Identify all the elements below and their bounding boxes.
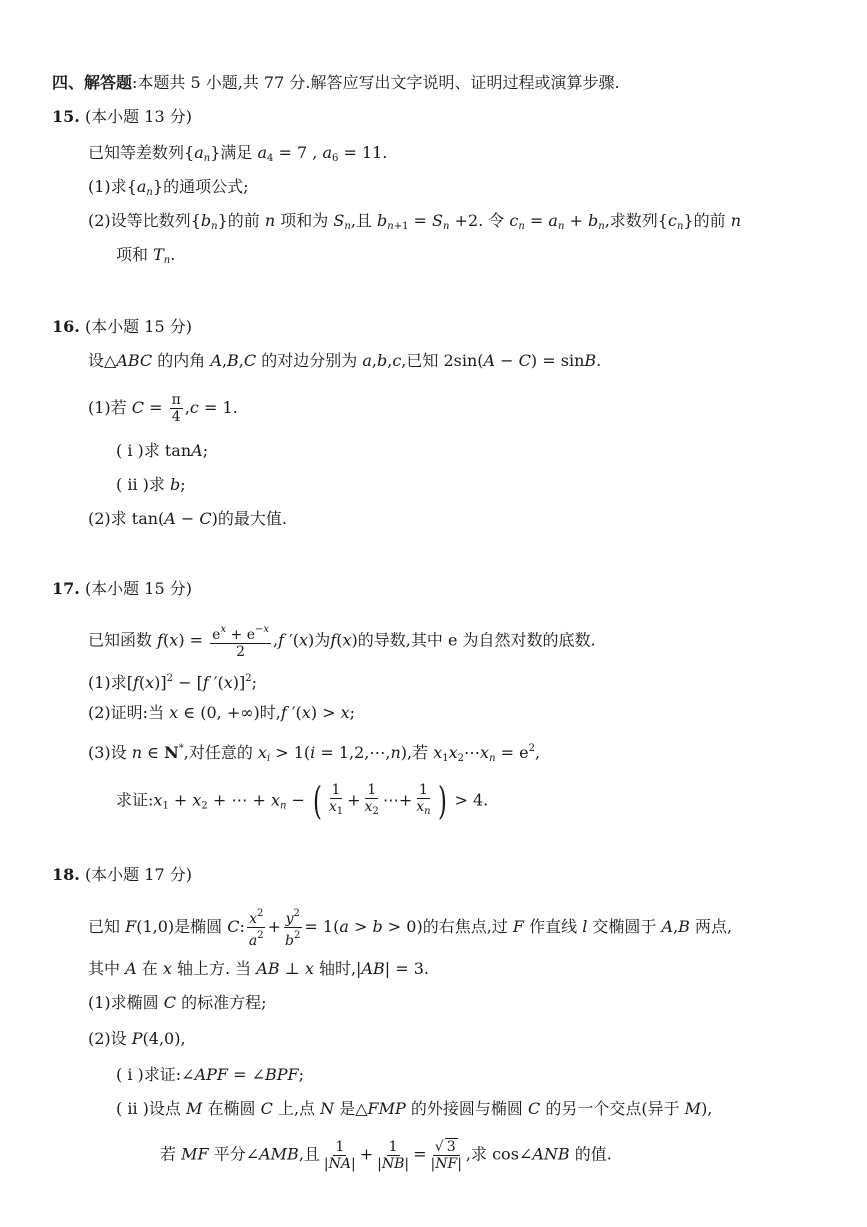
question-label: (2) <box>88 211 111 230</box>
subquestion-label: ( ⅱ ) <box>116 1099 149 1118</box>
fraction: $\frac{\pi}{4}$ <box>171 392 181 425</box>
question-text: ,若 <box>407 743 429 762</box>
problem-16-q2: (2)求 tan(A − C)的最大值. <box>88 509 288 528</box>
question-label: (3) <box>88 743 111 762</box>
problem-16-stem: 设△ABC 的内角 A,B,C 的对边分别为 a,b,c,已知 2sin(A − C) = sinB. <box>88 351 602 370</box>
question-text: 求证: <box>143 1065 182 1084</box>
subquestion-label: ( ⅰ ) <box>116 441 144 460</box>
stem-text: 的内角 <box>157 351 206 370</box>
problem-17-q2: (2)证明:当 x ∈ (0, +∞)时,f ′(x) > x; <box>88 703 356 722</box>
question-text: 求证: <box>116 790 154 810</box>
question-text: 在椭圆 <box>207 1099 256 1118</box>
question-text: ,求数列 <box>604 211 658 230</box>
question-text: 的标准方程; <box>181 993 267 1012</box>
fraction: $\frac{1}{x_n}$ <box>416 782 431 817</box>
problem-17-q1: (1)求$[f(x)]^2 - [f$ ′(x)]$^2$; <box>88 673 257 692</box>
question-label: (2) <box>88 703 111 722</box>
question-text: 的通项公式; <box>163 177 249 196</box>
problem-18-title <box>52 864 192 886</box>
question-text: 求 <box>110 673 127 692</box>
problem-points: (本小题 15 分) <box>84 579 192 598</box>
problem-18-q2-i: ( ⅰ )求证:∠APF = ∠BPF; <box>116 1065 305 1084</box>
stem-text: 轴上方. 当 <box>177 959 252 978</box>
problem-number: 15. <box>52 107 80 126</box>
question-text: 上,点 <box>277 1099 316 1118</box>
problem-16-q1: (1)若 C = $\frac{\pi}{4}$ ,c = 1. <box>88 392 238 425</box>
problem-18-q2: (2)设 P(4,0), <box>88 1029 186 1048</box>
fraction: $\frac{1}{|NB|}$ <box>377 1138 410 1172</box>
problem-points: (本小题 15 分) <box>84 317 192 336</box>
problem-points: (本小题 17 分) <box>84 865 192 884</box>
section-intro: :本题共 5 小题,共 77 分.解答应写出文字说明、证明过程或演算步骤. <box>132 73 620 92</box>
question-text: 时, <box>259 703 281 722</box>
stem-text: 两点, <box>695 917 733 936</box>
fraction: $\frac{1}{x_1}$ <box>328 782 344 817</box>
question-text: 是△ <box>339 1099 368 1118</box>
problem-15-stem: 已知等差数列$\{a_n\}$满足 $a_4 = 7$ , $a_6 = 11$. <box>88 143 388 164</box>
question-text: 设点 <box>148 1099 181 1118</box>
question-label: (2) <box>88 1029 111 1048</box>
question-text: ,对任意的 <box>183 743 253 762</box>
question-text: 的前 <box>227 211 260 230</box>
problem-17-title <box>52 578 192 600</box>
problem-15-title <box>52 106 192 128</box>
question-text: . 令 <box>478 211 505 230</box>
question-label: (1) <box>88 177 111 196</box>
stem-text: 的右焦点,过 <box>422 917 508 936</box>
question-text: 的值. <box>574 1144 612 1164</box>
stem-text: 交椭圆于 <box>592 917 657 936</box>
fraction: $\frac{x^2}{a^2}$ <box>248 908 264 949</box>
problem-number: 16. <box>52 317 80 336</box>
question-text: 的另一个交点(异于 <box>545 1099 680 1118</box>
question-text: 求 tan( <box>110 509 165 528</box>
problem-18-q2-ii-cont: 若 MF 平分∠AMB,且 $\frac{1}{|NA|}$ + $\frac{1}{|NB|}$ = $\frac{√ 3}{|NF|}$ ,求 cos∠ANB 的值. <box>160 1138 612 1172</box>
question-text: 设 <box>110 1029 127 1048</box>
question-text: ,求 cos∠ <box>465 1144 533 1164</box>
problem-17-q3: (3)设 n ∈ N*,对任意的 $x_i > 1(i$ = 1,2,⋯,n),若 $x_1x_2\cdots x_n = e^2$, <box>88 743 541 764</box>
stem-text: 的对边分别为 <box>261 351 358 370</box>
problem-15-q2-cont: 项和 $T_n$. <box>116 245 176 266</box>
question-text: . <box>170 245 176 264</box>
stem-text: 已知 <box>88 917 121 936</box>
problem-18-stem: 已知 F(1,0)是椭圆 C: $\frac{x^2}{a^2}$ + $\frac{y^2}{b^2}$ = 1(a > b > 0)的右焦点,过 F 作直线 l 交椭圆于 A,B 两点, <box>88 908 733 949</box>
question-label: (1) <box>88 993 111 1012</box>
fraction: $\frac{1}{x_2}$ <box>364 782 379 817</box>
question-text: 求 <box>110 177 127 196</box>
stem-text: ,已知 2sin( <box>401 351 484 370</box>
section-heading: 四、解答题 <box>52 73 133 92</box>
question-text: 的前 <box>693 211 726 230</box>
question-text: 求椭圆 <box>110 993 159 1012</box>
section-header <box>52 72 620 94</box>
fraction: $\frac{y^2}{b^2}$ <box>285 908 301 949</box>
problem-number: 17. <box>52 579 80 598</box>
problem-18-q2-ii: ( ⅱ )设点 M 在椭圆 C 上,点 N 是△FMP 的外接圆与椭圆 C 的另一个交点(异于 M), <box>116 1099 713 1118</box>
stem-text: 满足 <box>220 143 253 162</box>
stem-text: 已知等差数列 <box>88 143 185 162</box>
question-label: (2) <box>88 509 111 528</box>
problem-16-title <box>52 316 192 338</box>
stem-text: 轴时, <box>318 959 357 978</box>
problem-15-q2: (2)设等比数列$\{b_n\}$的前 n 项和为 $S_n$,且 $b_{n+1} = S_n +2$. 令 $c_n = a_n + b_n$,求数列$\{c_n\}$的前 n <box>88 211 741 232</box>
fraction: $\frac{e^x + e^{-x}}{2}$ <box>212 624 270 660</box>
problem-16-q1-i: ( ⅰ )求 tanA; <box>116 441 209 460</box>
question-text: 项和为 <box>280 211 329 230</box>
fraction: $\frac{1}{|NA|}$ <box>323 1138 356 1172</box>
problem-18-q1: (1)求椭圆 C 的标准方程; <box>88 993 267 1012</box>
question-label: (1) <box>88 673 111 692</box>
problem-points: (本小题 13 分) <box>84 107 192 126</box>
question-text: ,且 <box>298 1144 320 1164</box>
stem-text: 已知函数 <box>88 630 153 650</box>
problem-17-stem: 已知函数 f(x) = $\frac{e^x + e^{-x}}{2}$ ,f ′(x)为f(x)的导数,其中 e 为自然对数的底数. <box>88 624 596 660</box>
problem-17-q3-cont: 求证$:x_1 + x_2$ + ⋯ + $x_n$ − ( $\frac{1}{x_1}$ + $\frac{1}{x_2}$ ⋯+ $\frac{1}{x_n}$ ) > 4. <box>116 779 489 823</box>
stem-text: 的导数,其中 e 为自然对数的底数. <box>357 630 596 650</box>
problem-15-q1: (1)求$\{a_n\}$的通项公式; <box>88 177 249 198</box>
question-text: ,且 <box>350 211 372 230</box>
question-text: 平分∠ <box>213 1144 260 1164</box>
question-label: (1) <box>88 398 111 417</box>
subquestion-label: ( ⅱ ) <box>116 475 149 494</box>
question-text: )的最大值. <box>211 509 288 528</box>
stem-text: 在 <box>141 959 158 978</box>
question-text: 设等比数列 <box>110 211 191 230</box>
stem-text: 其中 <box>88 959 121 978</box>
question-text: 项和 <box>116 245 149 264</box>
stem-text: 作直线 <box>529 917 578 936</box>
fraction: $\frac{√ 3}{|NF|}$ <box>430 1139 462 1172</box>
question-text: ), <box>701 1099 713 1118</box>
stem-text: 为 <box>314 630 331 650</box>
stem-text: 设△ <box>88 351 117 370</box>
stem-text: 是椭圆 <box>174 917 223 936</box>
question-text: 若 <box>110 398 127 417</box>
stem-text: ) = sin <box>530 351 585 370</box>
question-text: 设 <box>110 743 127 762</box>
problem-number: 18. <box>52 865 80 884</box>
subquestion-label: ( ⅰ ) <box>116 1065 144 1084</box>
question-text: 证明:当 <box>110 703 165 722</box>
question-text: 求 tan <box>143 441 192 460</box>
question-text: 求 <box>148 475 165 494</box>
question-text: 的外接圆与椭圆 <box>410 1099 523 1118</box>
problem-16-q1-ii: ( ⅱ )求 b; <box>116 475 186 494</box>
question-text: 若 <box>160 1144 177 1164</box>
problem-18-stem2: 其中 A 在 x 轴上方. 当 AB ⊥ x 轴时,|AB| = 3. <box>88 959 429 978</box>
